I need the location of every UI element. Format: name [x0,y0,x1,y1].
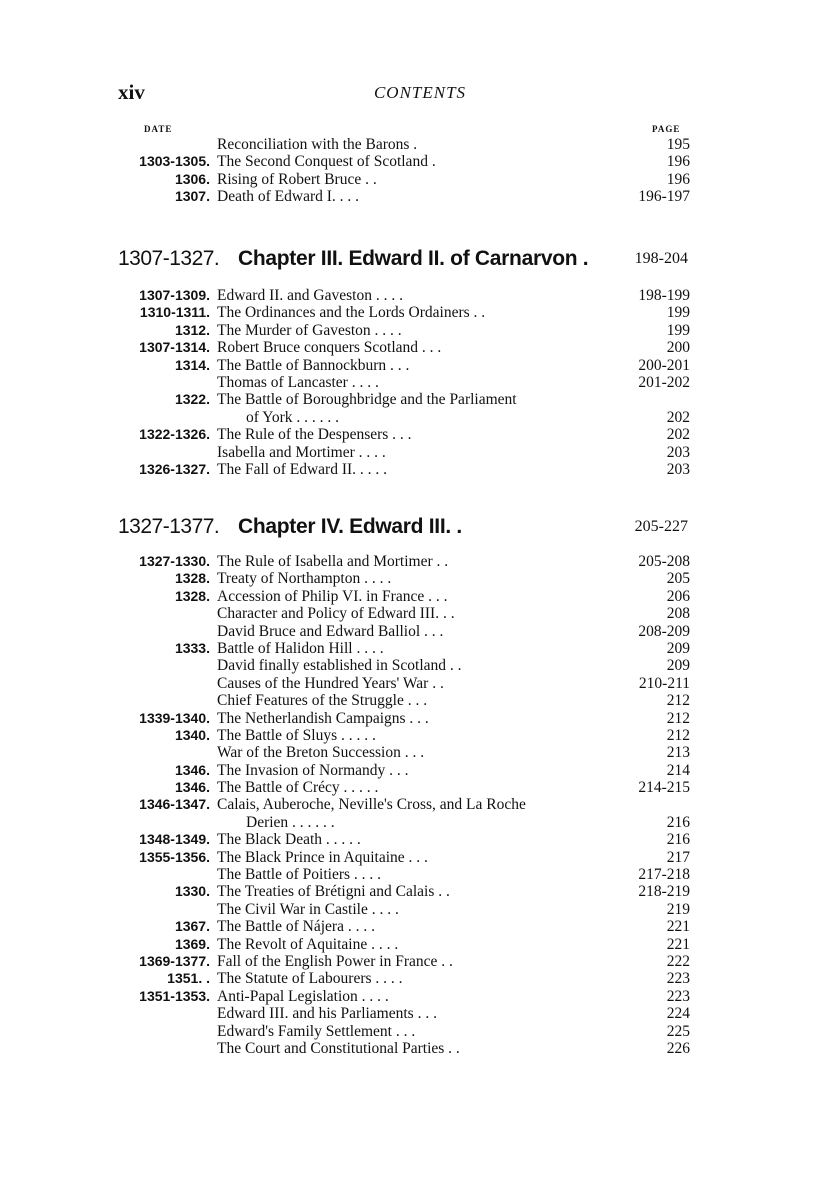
chapter-heading-3 [118,247,688,273]
entry-title: War of the Breton Succession . . . [217,744,425,762]
entry-date: 1333. [174,639,210,656]
entry-date: 1322. [174,391,210,408]
entry-date: 1312. [174,321,210,338]
toc-entry [0,409,840,426]
toc-entry [0,1023,840,1040]
entry-title: The Court and Constitutional Parties . . [217,1039,460,1057]
entry-page: 206 [666,587,690,605]
entry-title: Isabella and Mortimer . . . . [217,443,386,461]
toc-entry [0,727,840,744]
toc-entry [0,553,840,570]
entry-title: Calais, Auberoche, Neville's Cross, and La Roche [217,796,526,814]
toc-entry [0,744,840,761]
entry-page: 210-211 [638,674,690,692]
entry-date: 1306. [174,170,210,187]
toc-entry [0,675,840,692]
toc-entry [0,988,840,1005]
entry-page: 208 [666,605,690,623]
toc-entry [0,1040,840,1057]
entry-date: 1355-1356. [139,848,210,865]
entry-date: 1303-1305. [139,153,210,170]
entry-title: The Treaties of Brétigni and Calais . . [217,883,450,901]
entry-title: The Revolt of Aquitaine . . . . [217,935,399,953]
toc-entry [0,304,840,321]
toc-entry [0,570,840,587]
chapter-pages: 205-227 [634,518,688,535]
entry-date: 1369-1377. [139,952,210,969]
entry-page: 221 [666,935,690,953]
entry-page: 223 [666,987,690,1005]
entry-page: 216 [666,813,690,831]
entry-title: The Battle of Crécy . . . . . [217,779,379,797]
toc-entry [0,796,840,813]
entry-date: 1369. [174,935,210,952]
entry-date: 1307. [174,188,210,205]
entry-title: Edward's Family Settlement . . . [217,1022,416,1040]
toc-entry [0,287,840,304]
chapter-title: Chapter III. Edward II. of Carnarvon . [238,247,589,270]
entry-date: 1314. [174,356,210,373]
entry-title: The Fall of Edward II. . . . . [217,460,388,478]
page-number: xiv [118,80,145,104]
entry-page: 196 [666,170,690,188]
toc-entry [0,866,840,883]
entry-page: 209 [666,657,690,675]
entry-page: 201-202 [638,373,690,391]
chapter-date: 1327-1377. [118,515,220,538]
entry-date: 1351. . [167,970,210,987]
entry-page: 196 [666,153,690,171]
entry-page: 217 [666,848,690,866]
toc-entry [0,588,840,605]
entry-page: 223 [666,970,690,988]
entry-page: 221 [666,918,690,936]
date-column-label: DATE [144,124,173,134]
toc-entry [0,710,840,727]
page-column-label: PAGE [652,124,681,134]
entry-page: 199 [666,321,690,339]
toc-entry [0,623,840,640]
toc-entry [0,426,840,443]
toc-entry [0,814,840,831]
toc-entry [0,605,840,622]
entry-date: 1339-1340. [139,709,210,726]
entry-date: 1346. [174,779,210,796]
entry-page: 205-208 [638,553,690,570]
entry-title: Edward II. and Gaveston . . . . [217,287,403,304]
entry-page: 218-219 [638,883,690,901]
entry-page: 208-209 [638,622,690,640]
entry-title: Accession of Philip VI. in France . . . [217,587,448,605]
entry-title: David finally established in Scotland . . [217,657,462,675]
toc-entry [0,171,840,188]
toc-entry [0,657,840,674]
entry-page: 226 [666,1039,690,1057]
toc-entry [0,1005,840,1022]
toc-entry [0,762,840,779]
entry-title: The Black Death . . . . . [217,831,361,849]
entry-title: The Battle of Nájera . . . . [217,918,375,936]
entry-date: 1327-1330. [139,553,210,569]
entry-date: 1328. [174,570,210,587]
entry-page: 205 [666,570,690,588]
entry-title: Chief Features of the Struggle . . . [217,692,428,710]
entry-date: 1367. [174,918,210,935]
entry-title: Anti-Papal Legislation . . . . [217,987,389,1005]
toc-entry [0,953,840,970]
entry-page: 212 [666,726,690,744]
entry-date: 1346. [174,761,210,778]
toc-entry [0,779,840,796]
toc-entry [0,849,840,866]
entry-title: of York . . . . . . [246,408,340,426]
entry-title: Edward III. and his Parliaments . . . [217,1005,437,1023]
entry-title: The Statute of Labourers . . . . [217,970,403,988]
entry-page: 199 [666,304,690,322]
entry-title: The Murder of Gaveston . . . . [217,321,402,339]
entry-title: Causes of the Hundred Years' War . . [217,674,444,692]
entry-page: 209 [666,639,690,657]
toc-entry [0,970,840,987]
running-title: CONTENTS [373,83,467,102]
entry-page: 200 [666,339,690,357]
toc-entry [0,692,840,709]
entry-date: 1340. [174,726,210,743]
entry-date: 1322-1326. [139,426,210,443]
toc-entry [0,374,840,391]
entry-title: The Invasion of Normandy . . . [217,761,409,779]
entry-title: Robert Bruce conquers Scotland . . . [217,339,442,357]
entry-page: 196-197 [638,188,690,206]
entry-title: Derien . . . . . . [246,813,335,831]
entry-page: 200-201 [638,356,690,374]
chapter4-entries [0,553,840,1057]
entry-page: 224 [666,1005,690,1023]
toc-entry [0,391,840,408]
chapter-title: Chapter IV. Edward III. . [238,515,462,538]
entry-page: 212 [666,692,690,710]
entry-page: 195 [666,136,690,153]
entry-page: 203 [666,460,690,478]
entry-date: 1330. [174,883,210,900]
toc-entry [0,901,840,918]
toc-entry [0,322,840,339]
entry-page: 216 [666,831,690,849]
entry-page: 213 [666,744,690,762]
entry-title: Thomas of Lancaster . . . . [217,373,379,391]
entry-date: 1346-1347. [139,796,210,813]
entry-page: 222 [666,952,690,970]
entry-title: Rising of Robert Bruce . . [217,170,377,188]
toc-entry [0,357,840,374]
entry-page: 212 [666,709,690,727]
toc-entry [0,936,840,953]
entry-title: The Black Prince in Aquitaine . . . [217,848,428,866]
entry-page: 203 [666,443,690,461]
entry-date: 1310-1311. [139,304,210,321]
entry-title: Character and Policy of Edward III. . . [217,605,455,623]
entry-page: 202 [666,408,690,426]
entry-page: 219 [666,900,690,918]
chapter-heading-4 [118,515,688,541]
chapter3-entries [0,287,840,478]
entry-title: Fall of the English Power in France . . [217,952,453,970]
toc-entry [0,188,840,205]
entry-page: 198-199 [638,287,690,304]
entry-title: Treaty of Northampton . . . . [217,570,392,588]
entry-title: The Ordinances and the Lords Ordainers . . [217,304,486,322]
entry-date: 1307-1314. [139,339,210,356]
entry-title: Battle of Halidon Hill . . . . [217,639,384,657]
entry-page: 225 [666,1022,690,1040]
entry-title: The Battle of Boroughbridge and the Parliament [217,391,517,409]
entry-date: 1326-1327. [139,460,210,477]
entry-title: The Battle of Bannockburn . . . [217,356,410,374]
entry-title: Reconciliation with the Barons . [217,136,418,153]
entry-date: 1351-1353. [139,987,210,1004]
chapter-date: 1307-1327. [118,247,220,270]
entry-title: The Battle of Sluys . . . . . [217,726,376,744]
entry-date: 1328. [174,587,210,604]
entry-title: David Bruce and Edward Balliol . . . [217,622,444,640]
chapter-pages: 198-204 [634,250,688,267]
entry-page: 214-215 [638,779,690,797]
entry-title: The Second Conquest of Scotland . [217,153,436,171]
toc-entry [0,444,840,461]
entry-date: 1307-1309. [139,287,210,303]
toc-entry [0,883,840,900]
entry-page: 214 [666,761,690,779]
entry-date: 1348-1349. [139,831,210,848]
entry-title: The Civil War in Castile . . . . [217,900,399,918]
entry-title: The Battle of Poitiers . . . . [217,866,382,884]
entry-title: Death of Edward I. . . . [217,188,360,206]
toc-entry [0,136,840,153]
entry-page: 202 [666,426,690,444]
entry-title: The Rule of Isabella and Mortimer . . [217,553,449,570]
section0-entries [0,136,840,206]
entry-title: The Rule of the Despensers . . . [217,426,412,444]
toc-entry [0,339,840,356]
toc-entry [0,153,840,170]
toc-entry [0,918,840,935]
entry-page: 217-218 [638,866,690,884]
entry-title: The Netherlandish Campaigns . . . [217,709,429,727]
toc-entry [0,461,840,478]
toc-entry [0,831,840,848]
toc-entry [0,640,840,657]
